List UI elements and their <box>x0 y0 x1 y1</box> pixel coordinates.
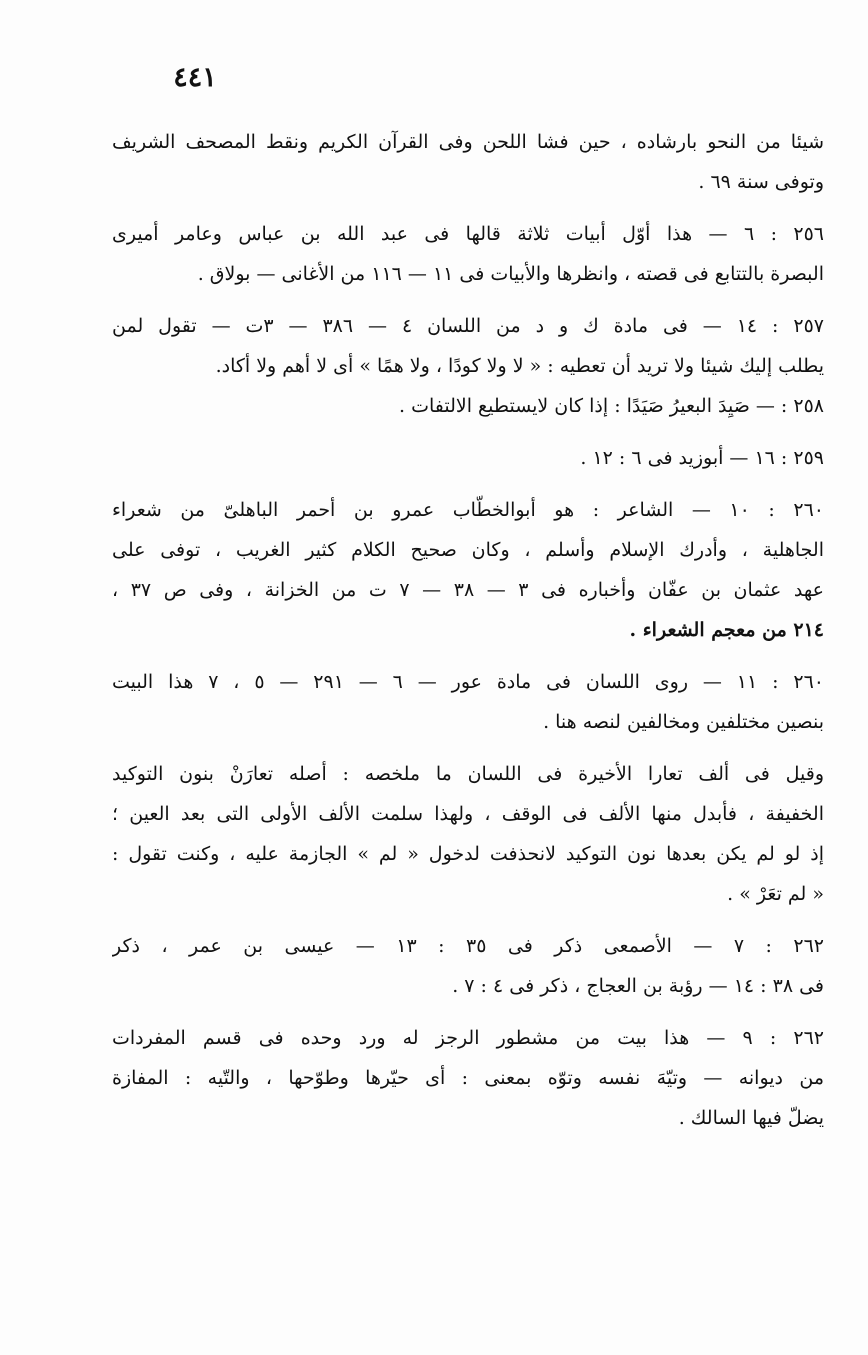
text-line: ٢٥٧ : ١٤ — فى مادة ك و د من اللسان ٤ — ٣٨٦ — ٣ت — تقول لمن <box>112 315 824 337</box>
text-line: وتوفى سنة ٦٩ . <box>698 171 824 193</box>
paragraph <box>112 306 824 386</box>
paragraph <box>112 754 824 914</box>
text-line: البصرة بالتتابع فى قصته ، وانظرها والأبيات فى ١١ — ١١٦ من الأغانى — بولاق . <box>197 263 824 285</box>
text-line: ٢١٤ من معجم الشعراء . <box>629 619 824 641</box>
paragraph <box>112 1018 824 1138</box>
text-line: « لم تعَرْ » . <box>727 883 824 905</box>
text-line: شيئا من النحو بارشاده ، حين فشا اللحن وفى القرآن الكريم ونقط المصحف الشريف <box>112 131 824 153</box>
paragraph <box>112 214 824 294</box>
text-line: وقيل فى ألف تعارا الأخيرة فى اللسان ما ملخصه : أصله تعارَنْ بنون التوكيد <box>112 763 824 785</box>
page-number: ٤٤١ <box>173 62 217 93</box>
text-line: ٢٥٨ : — صَيِدَ البعيرُ صَيَدًا : إذا كان لايستطيع الالتفات . <box>398 395 824 417</box>
text-line: ٢٦٢ : ٧ — الأصمعى ذكر فى ٣٥ : ١٣ — عيسى بن عمر ، ذكر <box>112 935 824 957</box>
text-line: يضلّ فيها السالك . <box>678 1107 824 1129</box>
text-line: ٢٦٠ : ١١ — روى اللسان فى مادة عور — ٦ — ٢٩١ — ٥ ، ٧ هذا البيت <box>112 671 824 693</box>
paragraph <box>112 662 824 742</box>
text-line: ٢٥٦ : ٦ — هذا أوّل أبيات ثلاثة قالها فى عبد الله بن عباس وعامر أميرى <box>112 223 824 245</box>
text-line: من ديوانه — وتيّهَ نفسه وتوّه بمعنى : أى حيّرها وطوّحها ، والتّيه : المفازة <box>112 1067 824 1089</box>
paragraph <box>112 122 824 202</box>
paragraph <box>112 386 824 426</box>
text-line: إذ لو لم يكن بعدها نون التوكيد لانحذفت لدخول « لم » الجازمة عليه ، وكنت تقول : <box>112 843 824 865</box>
text-line: ٢٦٢ : ٩ — هذا بيت من مشطور الرجز له ورد وحده فى قسم المفردات <box>112 1027 824 1049</box>
text-line: بنصين مختلفين ومخالفين لنصه هنا . <box>543 711 824 733</box>
text-line: فى ٣٨ : ١٤ — رؤبة بن العجاج ، ذكر فى ٤ : ٧ . <box>452 975 824 997</box>
text-line: الخفيفة ، فأبدل منها الألف فى الوقف ، ولهذا سلمت الألف الأولى التى بعد العين ؛ <box>112 803 824 825</box>
paragraph <box>112 438 824 478</box>
text-line: الجاهلية ، وأدرك الإسلام وأسلم ، وكان صحيح الكلام كثير الغريب ، توفى على <box>112 539 824 561</box>
text-line: ٢٥٩ : ١٦ — أبوزيد فى ٦ : ١٢ . <box>580 447 824 469</box>
text-line: يطلب إليك شيئا ولا تريد أن تعطيه : « لا ولا كودًا ، ولا همًا » أى لا أهم ولا أكاد. <box>215 355 824 377</box>
text-line: عهد عثمان بن عفّان وأخباره فى ٣ — ٣٨ — ٧ ت من الخزانة ، وفى ص ٣٧ ، <box>112 579 824 601</box>
page-body <box>112 122 824 1138</box>
paragraph <box>112 926 824 1006</box>
text-line: ٢٦٠ : ١٠ — الشاعر : هو أبوالخطّاب عمرو بن أحمر الباهلىّ من شعراء <box>112 499 824 521</box>
paragraph <box>112 490 824 650</box>
